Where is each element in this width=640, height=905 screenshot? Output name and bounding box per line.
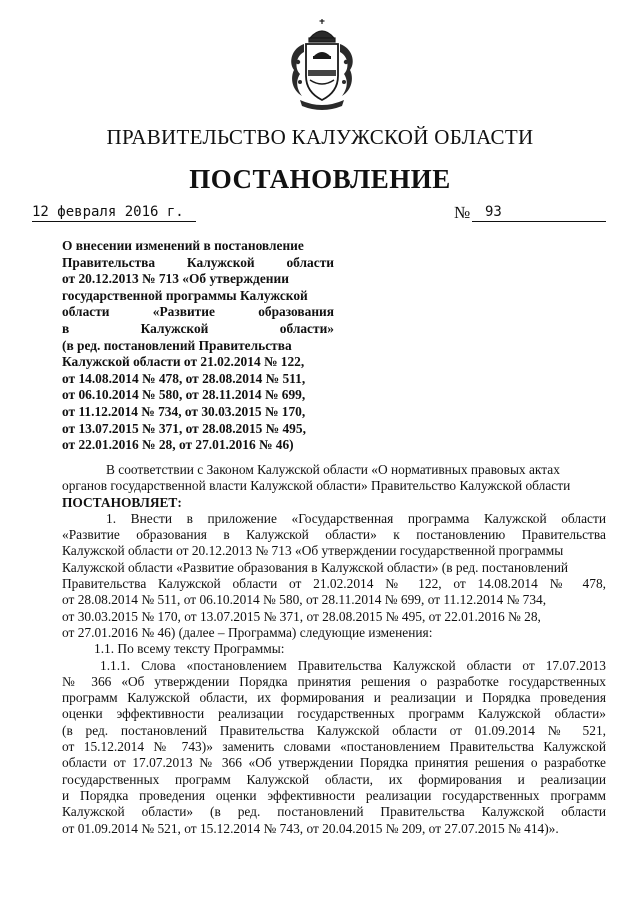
body-line: программ Калужской области, их формирования и реализации и Порядка проведения (62, 690, 606, 706)
subject-line: от 22.01.2016 № 28, от 27.01.2016 № 46) (62, 437, 294, 453)
body-line: В соответствии с Законом Калужской области «О нормативных правовых актах (106, 462, 560, 477)
body-line: государственных программ Калужской области, их формирования и реализации (62, 771, 606, 787)
body-line: области от 17.07.2013 № 366 «Об утверждении Порядка принятия решения о разработке (62, 755, 606, 771)
subject-line: О внесении изменений в постановление (62, 238, 304, 253)
document-type-title: ПОСТАНОВЛЕНИЕ (189, 164, 451, 194)
document-subject (62, 238, 334, 454)
body-line: № 366 «Об утверждении Порядка принятия решения о разработке государственных (62, 673, 606, 689)
body-line: от 27.01.2016 № 46) (далее – Программа) следующие изменения: (62, 624, 433, 640)
date-underline (32, 221, 196, 222)
document-body (62, 462, 606, 837)
coat-of-arms-emblem (282, 18, 362, 112)
body-line: Калужской области» (в ред. постановлений Правительства Калужской области (62, 804, 606, 820)
body-line: от 28.08.2014 № 511, от 06.10.2014 № 580, от 28.11.2014 № 699, от 11.12.2014 № 734, (62, 592, 547, 608)
body-line: 1. Внести в приложение «Государственная программа Калужской области (106, 510, 606, 526)
subject-line: от 20.12.2013 № 713 «Об утверждении (62, 271, 289, 287)
subject-line: Правительства Калужской области (62, 254, 334, 270)
subject-line: (в ред. постановлений Правительства (62, 337, 292, 353)
subject-line: Калужской области от 21.02.2014 № 122, (62, 354, 305, 370)
body-line: Калужской области от 20.12.2013 № 713 «Об утверждении государственной программы (62, 543, 564, 559)
number-underline (472, 221, 606, 222)
document-number: 93 (485, 204, 502, 220)
subject-line: от 14.08.2014 № 478, от 28.08.2014 № 511, (62, 370, 306, 386)
body-line: и Порядка проведения оценки эффективности реализации государственных программ (62, 787, 606, 803)
subject-line: государственной программы Калужской (62, 287, 308, 303)
body-line: (в ред. постановлений Правительства Калужской области от 01.09.2014 № 521, (62, 722, 606, 738)
subject-line: области «Развитие образования (62, 304, 334, 320)
body-line: органов государственной власти Калужской области» Правительство Калужской области (62, 478, 571, 494)
body-line: Правительства Калужской области от 21.02.2014 № 122, от 14.08.2014 № 478, (62, 576, 606, 592)
subject-line: в Калужской области» (62, 320, 334, 336)
body-line: от 30.03.2015 № 170, от 13.07.2015 № 371, от 28.08.2015 № 495, от 22.01.2016 № 28, (62, 608, 541, 624)
document-date: 12 февраля 2016 г. (32, 204, 184, 220)
body-line: 1.1.1. Слова «постановлением Правительства Калужской области от 17.07.2013 (100, 657, 606, 673)
body-line: 1.1. По всему тексту Программы: (94, 641, 285, 657)
subject-line: от 06.10.2014 № 580, от 28.11.2014 № 699, (62, 387, 306, 403)
subject-line: от 13.07.2015 № 371, от 28.08.2015 № 495, (62, 420, 306, 436)
number-sign: № (454, 203, 471, 222)
body-line: от 15.12.2014 № 743)» заменить словами «постановлением Правительства Калужской (62, 739, 606, 755)
subject-line: от 11.12.2014 № 734, от 30.03.2015 № 170, (62, 403, 306, 419)
body-line-resolves: ПОСТАНОВЛЯЕТ: (62, 494, 182, 510)
body-line: от 01.09.2014 № 521, от 15.12.2014 № 743, от 20.04.2015 № 209, от 27.07.2015 № 414)». (62, 820, 559, 836)
body-line: «Развитие образования в Калужской области» к постановлению Правительства (62, 527, 606, 543)
body-line: оценки эффективности реализации государственных программ Калужской области» (62, 706, 606, 722)
government-title: ПРАВИТЕЛЬСТВО КАЛУЖСКОЙ ОБЛАСТИ (106, 125, 534, 149)
body-line: Калужской области «Развитие образования в Калужской области» (в ред. постановлений (62, 559, 569, 575)
